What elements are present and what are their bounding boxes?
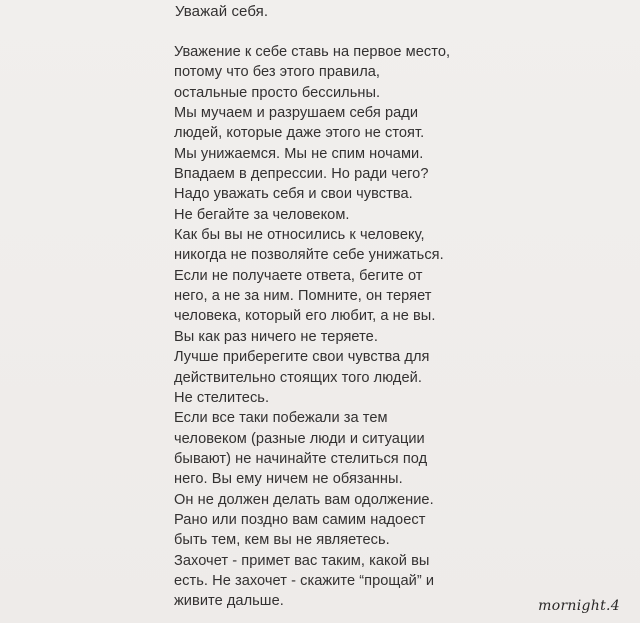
text-line: Вы как раз ничего не теряете. bbox=[174, 328, 378, 345]
text-line: быть тем, кем вы не являетесь. bbox=[174, 532, 390, 549]
text-line: Впадаем в депрессии. Но ради чего? bbox=[174, 166, 429, 183]
body-text bbox=[174, 42, 594, 612]
text-line: Если все таки побежали за тем bbox=[174, 410, 388, 427]
text-line: есть. Не захочет - скажите “прощай” и bbox=[174, 572, 435, 589]
text-line: него. Вы ему ничем не обязанны. bbox=[174, 471, 403, 488]
signature-watermark: mornight.4 bbox=[538, 598, 620, 614]
text-line: Мы унижаемся. Мы не спим ночами. bbox=[174, 145, 424, 162]
text-line: Не бегайте за человеком. bbox=[174, 206, 350, 223]
text-line: Как бы вы не относились к человеку, bbox=[174, 227, 425, 244]
text-line: него, а не за ним. Помните, он теряет bbox=[174, 288, 432, 305]
text-line: Не стелитесь. bbox=[174, 389, 270, 406]
text-line: бывают) не начинайте стелиться под bbox=[174, 450, 428, 467]
text-line: Рано или поздно вам самим надоест bbox=[174, 511, 426, 528]
text-line: живите дальше. bbox=[174, 593, 284, 610]
text-line: людей, которые даже этого не стоят. bbox=[174, 125, 425, 142]
text-line: Если не получаете ответа, бегите от bbox=[174, 267, 423, 284]
text-line: Захочет - примет вас таким, какой вы bbox=[174, 552, 430, 569]
text-line: Уважение к себе ставь на первое место, bbox=[174, 44, 451, 60]
text-line: действительно стоящих того людей. bbox=[174, 369, 422, 386]
text-line: остальные просто бессильны. bbox=[174, 84, 381, 101]
text-line: Лучше приберегите свои чувства для bbox=[174, 349, 430, 366]
text-line: потому что без этого правила, bbox=[174, 64, 381, 81]
text-line: человека, который его любит, а не вы. bbox=[174, 308, 436, 325]
text-line: никогда не позволяйте себе унижаться. bbox=[174, 247, 444, 264]
text-line: Он не должен делать вам одолжение. bbox=[174, 491, 434, 508]
text-line: человеком (разные люди и ситуации bbox=[174, 430, 425, 447]
text-line: Мы мучаем и разрушаем себя ради bbox=[174, 105, 419, 122]
text-line: Надо уважать себя и свои чувства. bbox=[174, 186, 413, 203]
page-title: Уважай себя. bbox=[175, 3, 269, 20]
